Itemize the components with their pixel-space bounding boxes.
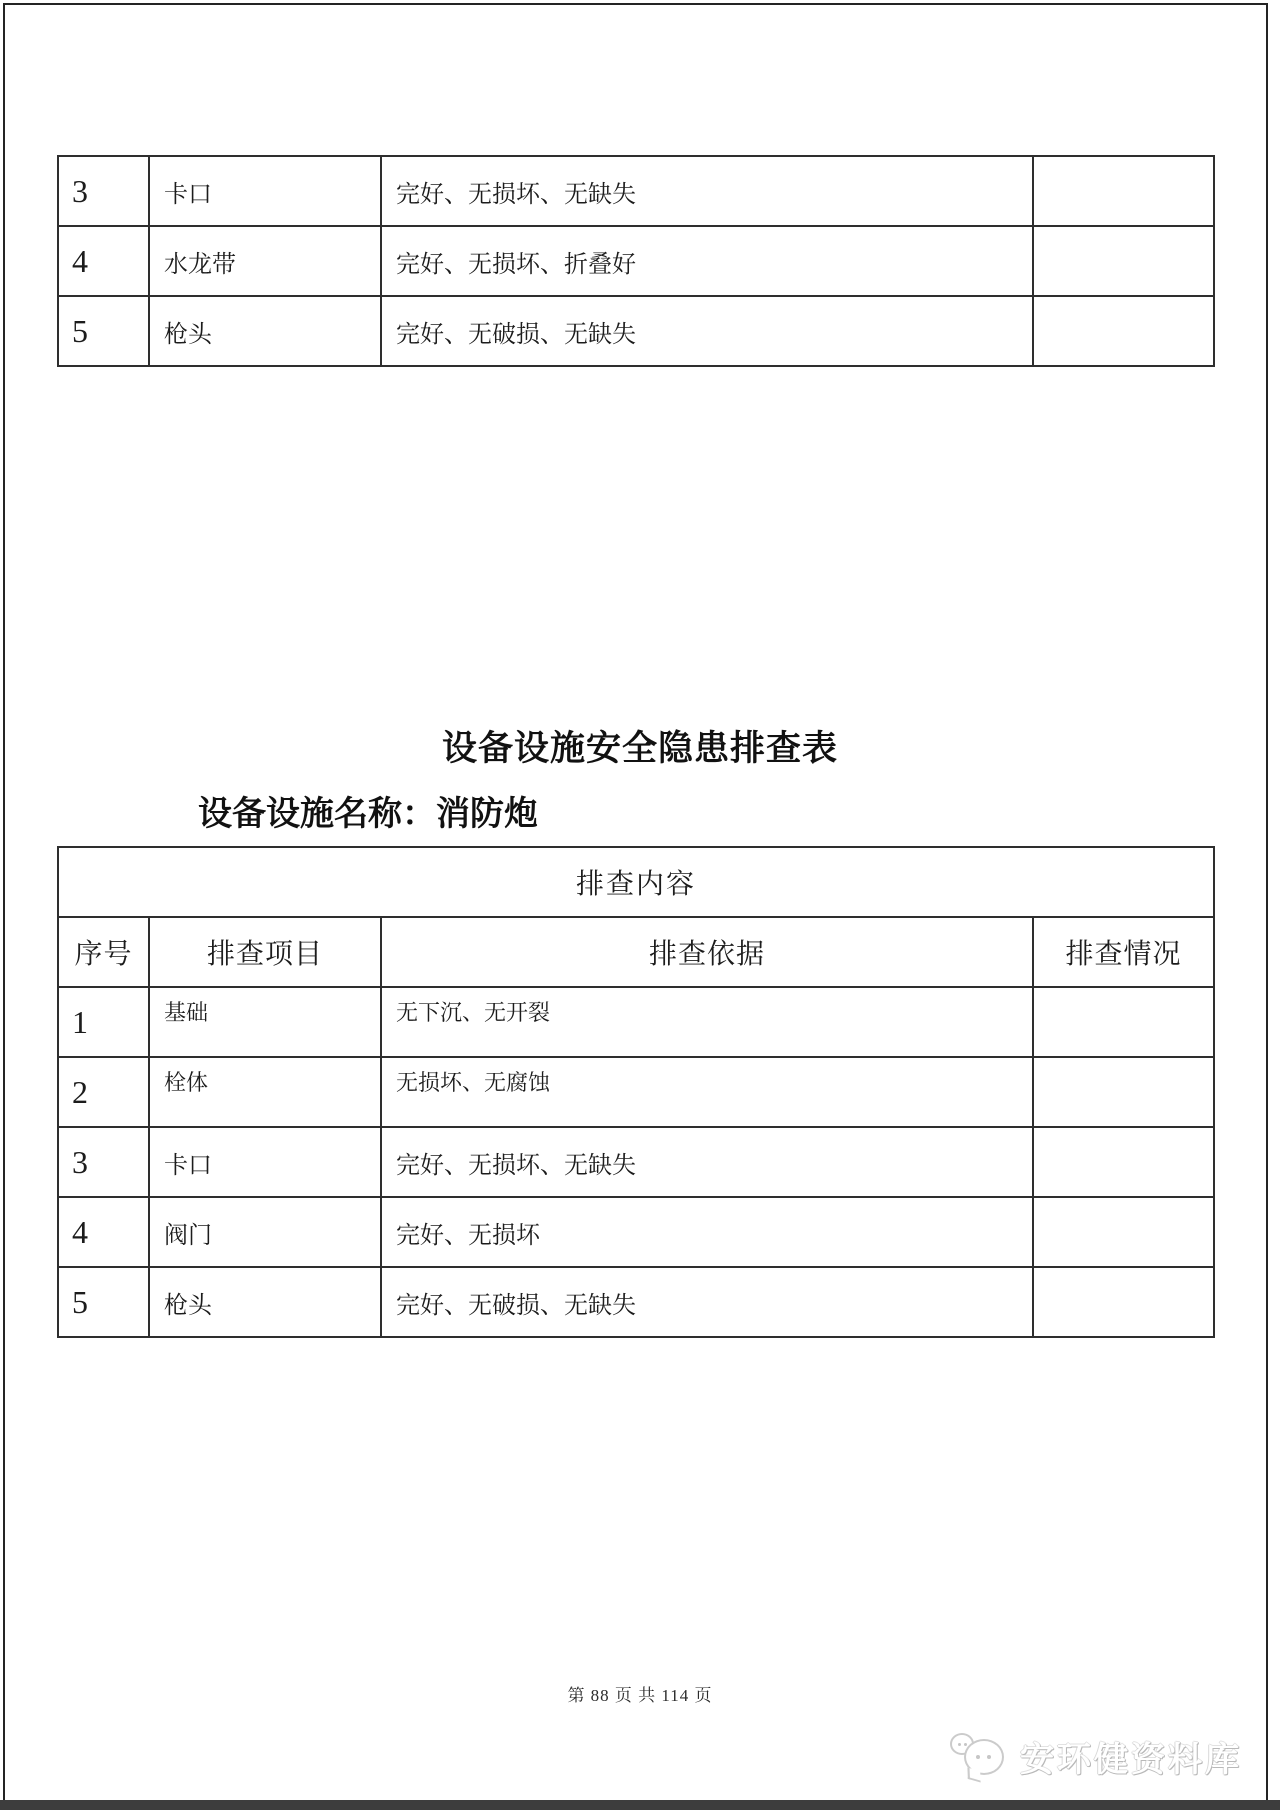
column-header-status: 排查情况: [1033, 917, 1214, 987]
cell-status: [1033, 1267, 1214, 1337]
cell-status: [1033, 226, 1214, 296]
cell-status: [1033, 1057, 1214, 1127]
cell-no: 3: [58, 1127, 149, 1197]
page-number: 第 88 页 共 114 页: [567, 1686, 713, 1705]
cell-status: [1033, 1197, 1214, 1267]
cell-status: [1033, 156, 1214, 226]
cell-basis: 完好、无破损、无缺失: [381, 296, 1033, 366]
cell-basis: 无下沉、无开裂: [381, 987, 1033, 1057]
cell-basis: 完好、无损坏、折叠好: [381, 226, 1033, 296]
cell-no: 5: [58, 1267, 149, 1337]
equipment-name-label: 设备设施名称：消防炮: [198, 796, 538, 833]
cell-no: 4: [58, 226, 149, 296]
cell-no: 4: [58, 1197, 149, 1267]
cell-basis: 完好、无破损、无缺失: [381, 1267, 1033, 1337]
cell-status: [1033, 987, 1214, 1057]
chat-bubbles-icon: [950, 1731, 1010, 1781]
page-title: 设备设施安全隐患排查表: [441, 729, 838, 768]
column-header-no: 序号: [58, 917, 149, 987]
table-row: [58, 987, 1214, 1057]
merged-header-cell: 排查内容: [58, 847, 1214, 917]
cell-no: 3: [58, 156, 149, 226]
bottom-dark-bar: [0, 1800, 1280, 1810]
table-header-row: [58, 917, 1214, 987]
column-header-basis: 排查依据: [381, 917, 1033, 987]
inspection-table-main: [57, 846, 1215, 1338]
cell-basis: 完好、无损坏、无缺失: [381, 156, 1033, 226]
cell-no: 2: [58, 1057, 149, 1127]
watermark-logo: [950, 1731, 1242, 1781]
cell-no: 5: [58, 296, 149, 366]
table-row: [58, 156, 1214, 226]
cell-basis: 完好、无损坏: [381, 1197, 1033, 1267]
table-row: [58, 226, 1214, 296]
cell-basis: 完好、无损坏、无缺失: [381, 1127, 1033, 1197]
cell-item: 水龙带: [149, 226, 381, 296]
table-row: [58, 1127, 1214, 1197]
cell-status: [1033, 1127, 1214, 1197]
table-row: [58, 1197, 1214, 1267]
column-header-item: 排查项目: [149, 917, 381, 987]
cell-item: 枪头: [149, 296, 381, 366]
cell-item: 阀门: [149, 1197, 381, 1267]
watermark-text: 安环健资料库: [1020, 1740, 1242, 1779]
cell-item: 基础: [149, 987, 381, 1057]
cell-status: [1033, 296, 1214, 366]
cell-item: 枪头: [149, 1267, 381, 1337]
table-merged-header-row: [58, 847, 1214, 917]
chat-bubble-tail: [967, 1767, 980, 1782]
inspection-table-continuation: [57, 155, 1215, 367]
cell-no: 1: [58, 987, 149, 1057]
cell-item: 卡口: [149, 156, 381, 226]
table-row: [58, 1267, 1214, 1337]
table-row: [58, 1057, 1214, 1127]
cell-item: 卡口: [149, 1127, 381, 1197]
cell-basis: 无损坏、无腐蚀: [381, 1057, 1033, 1127]
table-row: [58, 296, 1214, 366]
cell-item: 栓体: [149, 1057, 381, 1127]
